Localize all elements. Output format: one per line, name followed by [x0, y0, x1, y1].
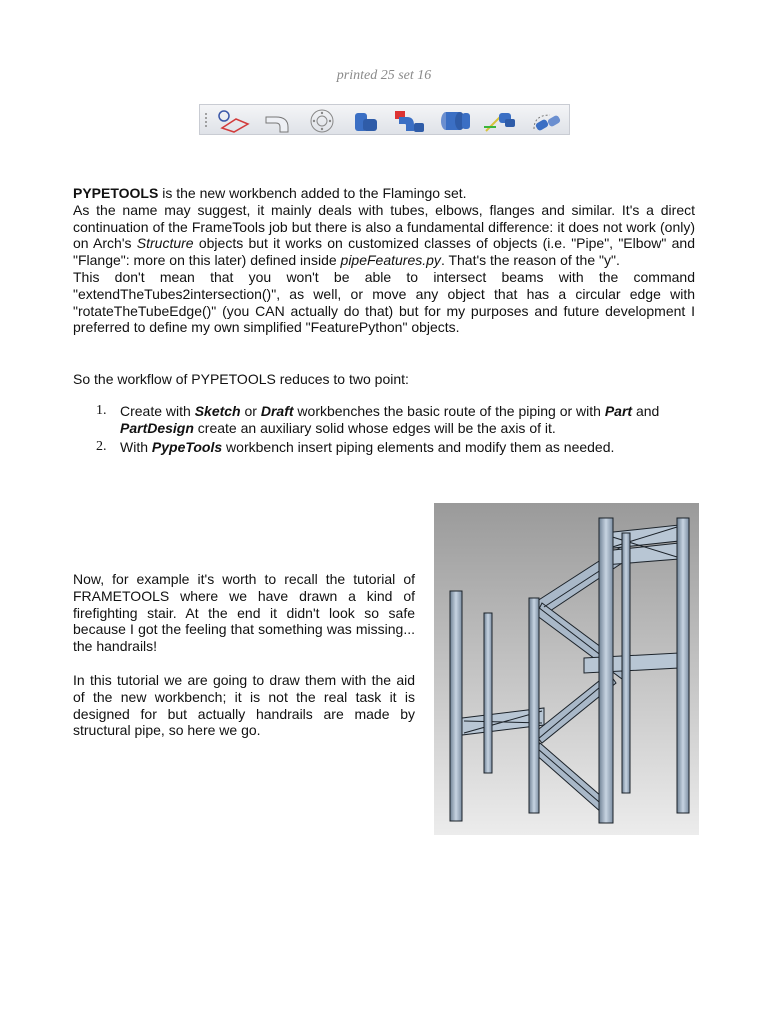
step-text: and [632, 403, 660, 419]
draft-term: Draft [260, 403, 294, 419]
workflow-intro: So the workflow of PYPETOOLS reduces to two point: [73, 371, 409, 387]
printed-date: printed 25 set 16 [336, 68, 432, 83]
elbow-outline-icon[interactable] [266, 117, 288, 132]
intro-line-1 [73, 185, 695, 202]
sketch-term: Sketch [194, 403, 241, 419]
stair-frame-figure [434, 503, 699, 835]
bend-blue-icon[interactable] [484, 113, 515, 131]
pypetools-term: PypeTools [151, 438, 223, 455]
step-text: workbench insert piping elements and modify them as needed. [222, 438, 615, 455]
structure-term: Structure [136, 235, 194, 252]
step-text: workbenches the basic route of the piping or with [293, 403, 605, 419]
elbow-blue-icon[interactable] [395, 111, 424, 132]
workflow-steps [73, 403, 698, 457]
stair-paragraph-2: In this tutorial we are going to draw them with the aid of the new workbench; it is not the real task it is designed for but actually handrails are made by structural pipe, so here we go. [73, 672, 415, 739]
reducer-blue-icon[interactable] [441, 112, 470, 130]
intro-paragraph [73, 185, 695, 336]
intro-line-1-rest: is the new workbench added to the Flamingo set. [158, 185, 467, 201]
step-text: or [240, 403, 261, 419]
pipe-blue-icon[interactable] [355, 113, 377, 131]
step-text: create an auxiliary solid whose edges will be the axis of it. [193, 419, 556, 436]
intro-s2c: . That's the reason of the "y". [440, 252, 620, 269]
toolbar-grip [205, 113, 207, 127]
list-item [73, 439, 698, 456]
partdesign-term: PartDesign [120, 419, 194, 436]
step-number: 1. [96, 403, 107, 418]
intro-s2a: As the name may suggest, it mainly deals with tubes, elbows, flanges and similar. It's a direct continuation of the FrameTools job but there is also a fundamental difference: it does not work (only) on Arch's [73, 201, 695, 252]
stair-paragraph-1: Now, for example it's worth to recall the tutorial of FRAMETOOLS where we have drawn a kind of firefighting stair. At the end it didn't look so safe because I got the feeling that something was missing... the handrails! [73, 571, 415, 655]
intro-line-2 [73, 202, 695, 269]
rotate-pipe-icon[interactable] [534, 115, 561, 132]
pypetools-name: PYPETOOLS [73, 185, 159, 201]
intro-line-3: This don't mean that you won't be able to intersect beams with the command "extendTheTubes2intersection()", as well, or move any object that has a circular edge with "rotateTheTubeEdge()" (you CAN actually do that) but for my purposes and future development I preferred to define my own simplified "FeaturePython" objects. [73, 268, 695, 336]
list-item [73, 403, 698, 437]
flange-outline-icon[interactable] [311, 110, 333, 132]
step-text: Create with [120, 403, 195, 419]
step-text: With [120, 438, 152, 455]
pipefeatures-filename: pipeFeatures.py [340, 252, 441, 269]
part-term: Part [604, 403, 633, 419]
step-number: 2. [96, 438, 107, 454]
pypetools-toolbar [199, 104, 570, 135]
intro-s2b: objects but it works on customized classes of objects (i.e. "Pipe", "Elbow" and "Flange": more on this later) defined inside [73, 235, 696, 269]
sketch-icon[interactable] [219, 111, 248, 132]
